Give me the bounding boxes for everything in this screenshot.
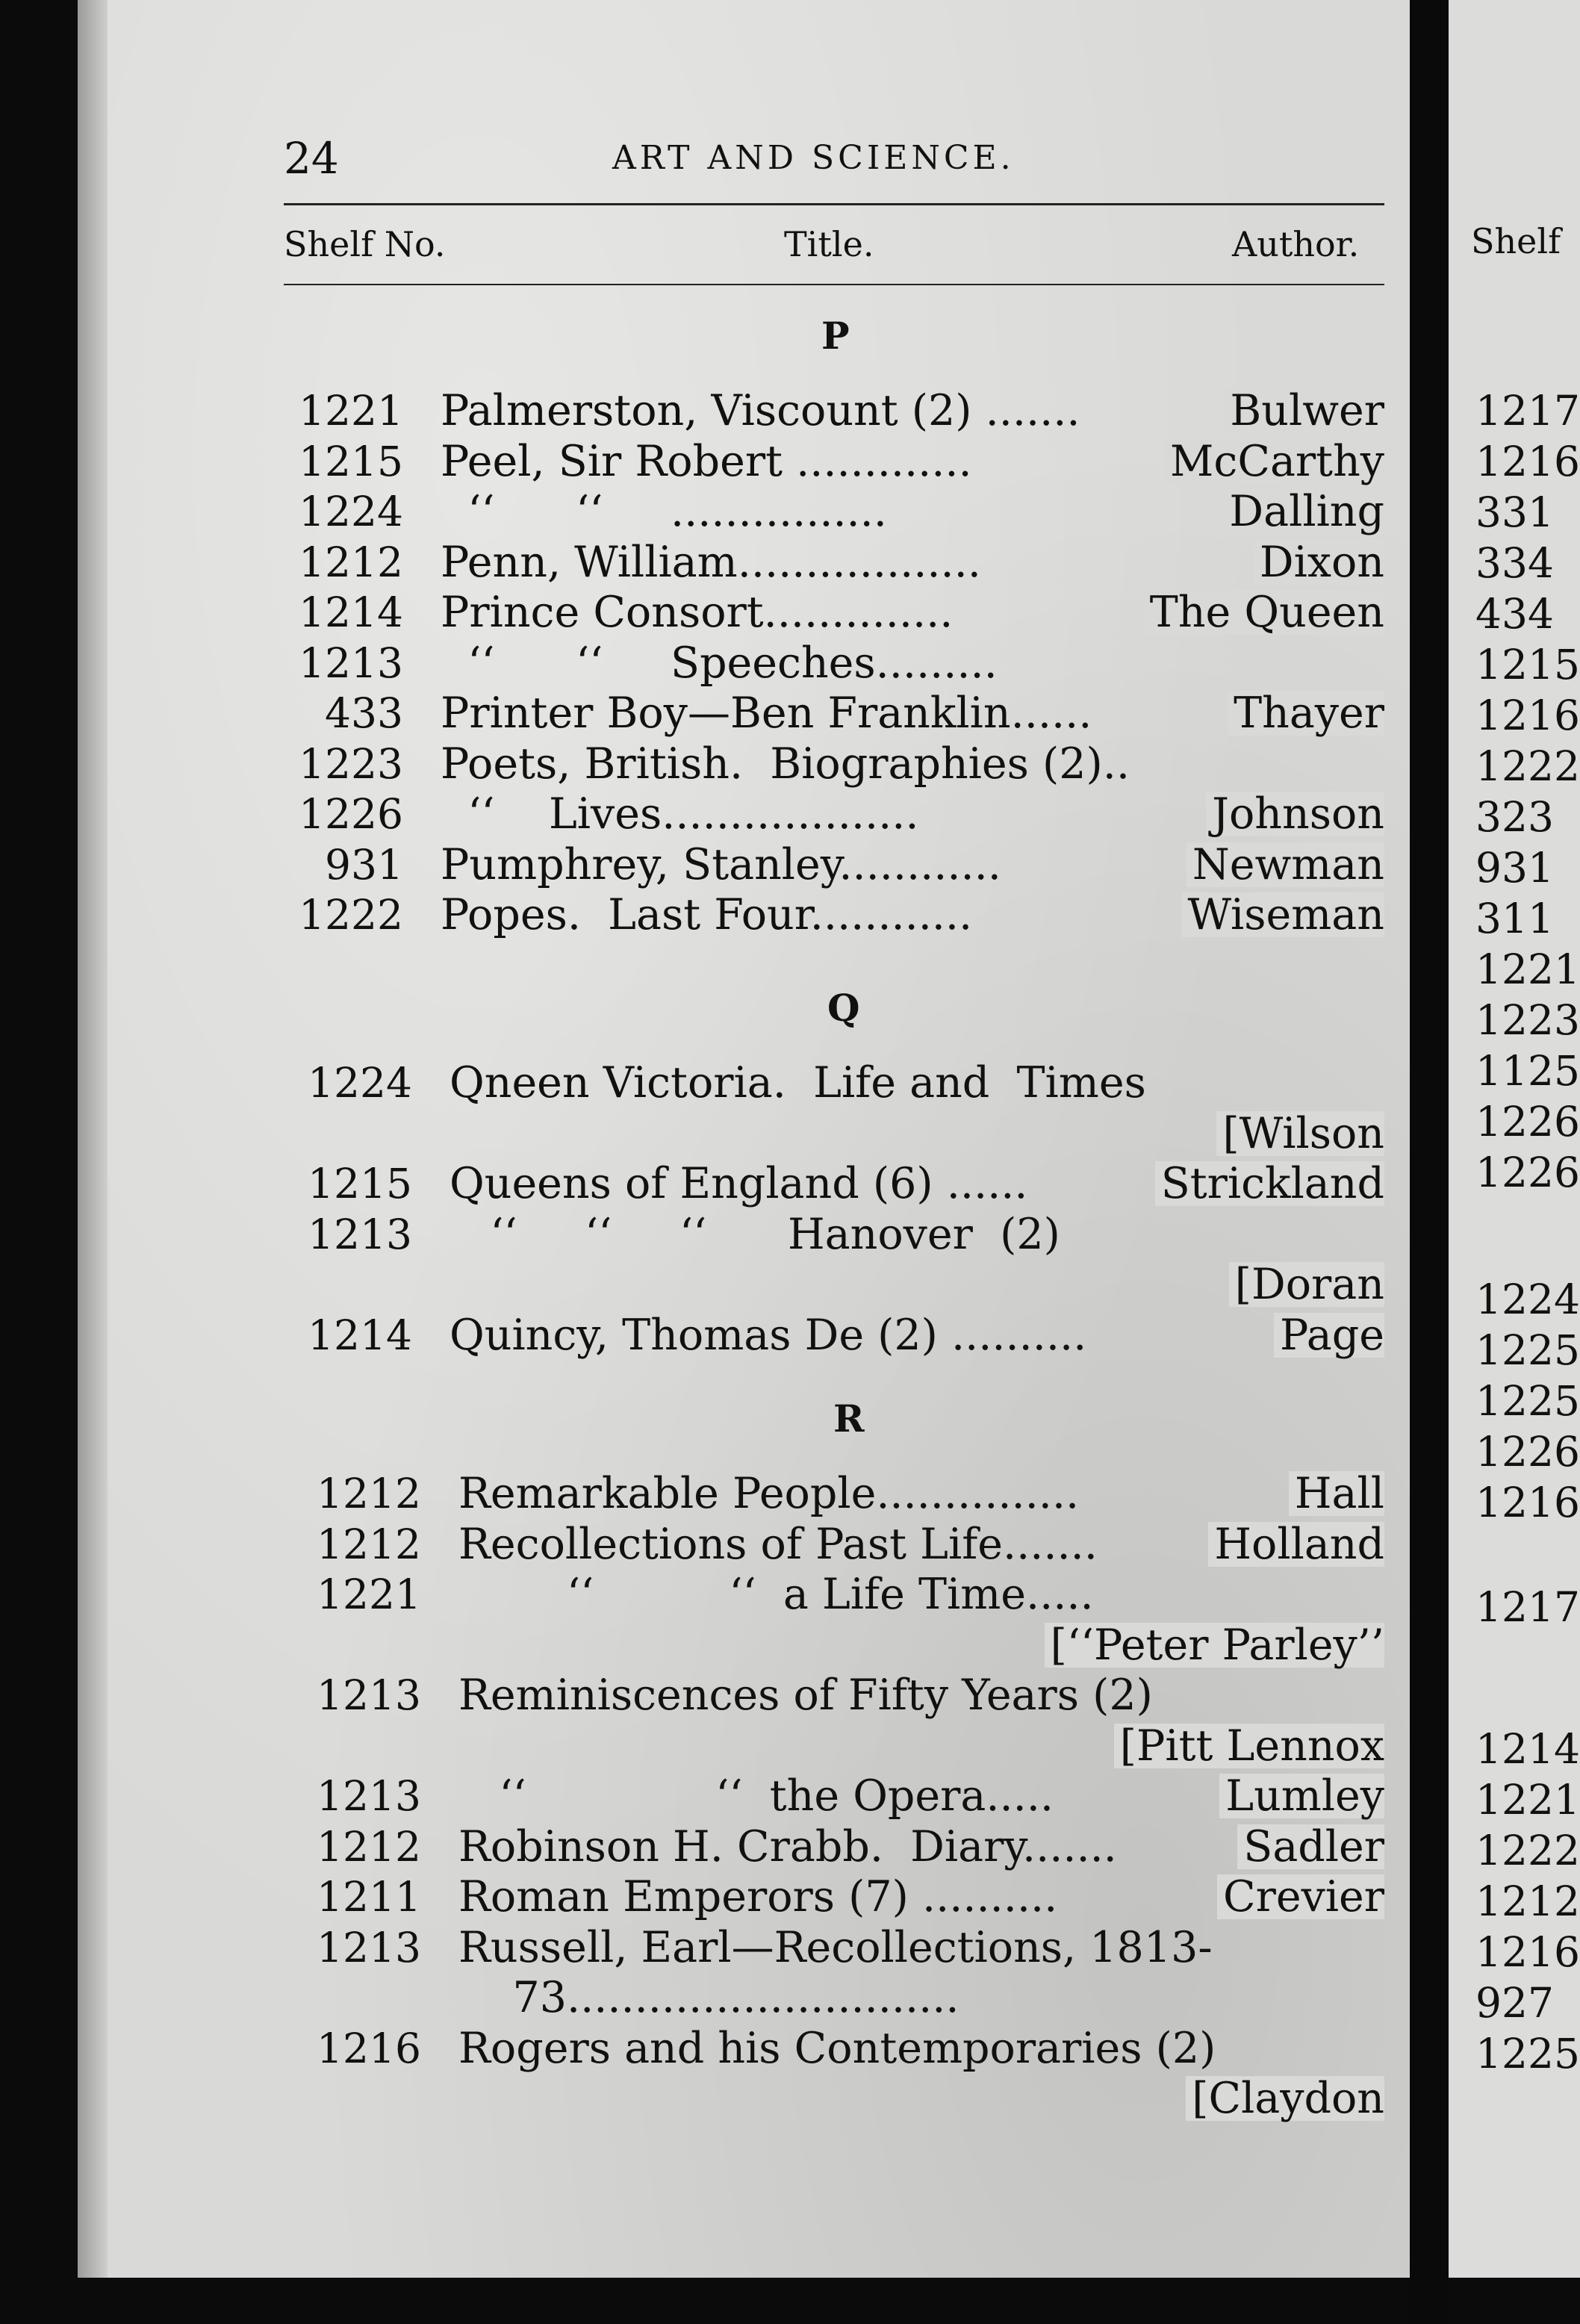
book-title: Popes. Last Four............ — [441, 890, 973, 939]
catalog-entry — [227, 1975, 1384, 2022]
adjacent-page — [1449, 0, 1580, 2278]
adjacent-column-head: Shelf — [1471, 221, 1561, 261]
catalog-entry — [218, 1161, 1384, 1208]
catalog-entry — [227, 1821, 1384, 1871]
book-author: Sadler — [1237, 1824, 1384, 1869]
adjacent-shelf-number: 1221 — [1475, 1776, 1580, 1824]
book-title: Recollections of Past Life....... — [458, 1519, 1098, 1569]
shelf-number: 433 — [325, 689, 403, 737]
adjacent-shelf-number: 1225 — [1475, 1377, 1580, 1425]
shelf-number: 1213 — [308, 1210, 412, 1258]
book-author: The Queen — [1144, 590, 1384, 635]
catalog-entry — [209, 739, 1384, 789]
book-title: Palmerston, Viscount (2) ....... — [441, 386, 1080, 435]
catalog-entry — [227, 1721, 1384, 1771]
adjacent-shelf-number: 1125 — [1475, 1047, 1580, 1095]
col-head-author: Author. — [1232, 224, 1360, 264]
book-title: ‘‘ Lives................... — [441, 789, 919, 839]
adjacent-shelf-number: 1222 — [1475, 1827, 1580, 1874]
book-author: Dalling — [1223, 489, 1384, 534]
shelf-number: 1221 — [299, 387, 403, 435]
adjacent-shelf-number: 434 — [1475, 590, 1554, 638]
catalog-entry — [209, 839, 1384, 889]
book-title: Prince Consort.............. — [441, 588, 954, 637]
page-content — [209, 0, 1392, 2278]
shelf-number: 931 — [325, 840, 403, 889]
book-title: Penn, William.................. — [441, 537, 981, 587]
book-author: [Doran — [1229, 1262, 1384, 1307]
book-author: Bulwer — [1224, 388, 1384, 433]
catalog-entry — [209, 537, 1384, 587]
book-title: ‘‘ ‘‘ the Opera..... — [458, 1771, 1054, 1821]
adjacent-shelf-number: 334 — [1475, 539, 1554, 587]
adjacent-shelf-number: 1222 — [1475, 742, 1580, 790]
adjacent-shelf-number: 1216 — [1475, 1928, 1580, 1976]
book-title: Queens of England (6) ...... — [450, 1159, 1028, 1208]
shelf-number: 1212 — [317, 1822, 421, 1871]
book-title: ‘‘ ‘‘ ‘‘ Hanover (2) — [450, 1209, 1060, 1259]
section-letter: R — [833, 1396, 865, 1441]
shelf-number: 1224 — [299, 488, 403, 535]
catalog-entry — [227, 1519, 1384, 1569]
book-author: Lumley — [1219, 1774, 1384, 1818]
book-author: Crevier — [1217, 1874, 1384, 1919]
book-author: [Pitt Lennox — [1114, 1724, 1384, 1768]
catalog-entry — [227, 1922, 1384, 1972]
catalog-entry — [227, 2023, 1384, 2073]
col-head-shelf: Shelf No. — [284, 224, 446, 264]
adjacent-shelf-number: 311 — [1475, 895, 1554, 942]
book-author: Strickland — [1155, 1161, 1384, 1206]
shelf-number: 1216 — [317, 2024, 421, 2072]
catalog-entry — [227, 1620, 1384, 1670]
book-author: Wiseman — [1181, 892, 1384, 937]
book-author: Johnson — [1206, 792, 1384, 836]
shelf-number: 1221 — [317, 1570, 421, 1618]
book-author: [Claydon — [1186, 2076, 1384, 2121]
adjacent-shelf-number: 1226 — [1475, 1149, 1580, 1196]
book-author: McCarthy — [1164, 439, 1384, 484]
book-title: Russell, Earl—Recollections, 1813- — [458, 1922, 1213, 1972]
shelf-number: 1215 — [299, 437, 403, 485]
col-head-title: Title. — [784, 224, 874, 264]
shelf-number: 1213 — [317, 1923, 421, 1972]
book-title: Robinson H. Crabb. Diary....... — [458, 1821, 1117, 1871]
page-number: 24 — [284, 133, 339, 184]
column-head-rule — [284, 284, 1384, 285]
adjacent-shelf-number: 1214 — [1475, 1725, 1580, 1773]
adjacent-shelf-number: 1226 — [1475, 1428, 1580, 1476]
book-title: Pumphrey, Stanley............ — [441, 839, 1001, 889]
catalog-entry — [218, 1310, 1384, 1360]
book-author: Page — [1274, 1313, 1384, 1358]
book-title: Rogers and his Contemporaries (2) — [458, 2023, 1216, 2073]
book-author: Hall — [1289, 1471, 1384, 1516]
catalog-entry — [209, 892, 1384, 939]
shelf-number: 1213 — [299, 639, 403, 687]
catalog-entry — [227, 1471, 1384, 1517]
shelf-number: 1214 — [299, 588, 403, 636]
adjacent-shelf-number: 1225 — [1475, 1326, 1580, 1374]
shelf-number: 1222 — [299, 891, 403, 939]
book-author: [Wilson — [1216, 1111, 1384, 1156]
shelf-number: 1224 — [308, 1059, 412, 1107]
adjacent-shelf-number: 931 — [1475, 844, 1554, 892]
header-rule — [284, 203, 1384, 205]
adjacent-shelf-number: 1212 — [1475, 1877, 1580, 1925]
catalog-entry — [209, 436, 1384, 486]
catalog-entry — [209, 489, 1384, 535]
adjacent-shelf-number: 1216 — [1475, 1479, 1580, 1526]
book-author: Thayer — [1228, 691, 1384, 736]
book-title: Qneen Victoria. Life and Times — [450, 1058, 1146, 1107]
shelf-number: 1226 — [299, 790, 403, 838]
section-letter: P — [821, 314, 850, 358]
book-gutter — [1410, 0, 1449, 2324]
book-title: Peel, Sir Robert ............. — [441, 436, 972, 486]
adjacent-shelf-number: 1216 — [1475, 692, 1580, 739]
book-author: Newman — [1186, 842, 1384, 887]
shelf-number: 1215 — [308, 1160, 412, 1208]
shelf-number: 1213 — [317, 1772, 421, 1820]
shelf-number: 1212 — [299, 538, 403, 586]
book-title: Reminiscences of Fifty Years (2) — [458, 1671, 1153, 1720]
catalog-entry — [209, 789, 1384, 839]
book-title: Quincy, Thomas De (2) .......... — [450, 1310, 1087, 1360]
adjacent-shelf-number: 1224 — [1475, 1276, 1580, 1323]
adjacent-shelf-number: 1223 — [1475, 996, 1580, 1044]
book-title: Remarkable People............... — [458, 1469, 1080, 1518]
catalog-entry — [227, 1673, 1384, 1719]
adjacent-shelf-number: 1225 — [1475, 2030, 1580, 2078]
adjacent-shelf-number: 1226 — [1475, 1098, 1580, 1146]
catalog-entry — [209, 590, 1384, 636]
adjacent-shelf-number: 1215 — [1475, 641, 1580, 689]
catalog-entry — [209, 638, 1384, 688]
catalog-entry — [218, 1108, 1384, 1158]
adjacent-shelf-number: 331 — [1475, 488, 1554, 536]
book-title: Printer Boy—Ben Franklin...... — [441, 689, 1092, 738]
catalog-entry — [227, 1771, 1384, 1821]
page-binding-shadow — [78, 0, 108, 2278]
catalog-entry — [227, 2076, 1384, 2122]
book-title: ‘‘ ‘‘ Speeches......... — [441, 638, 998, 688]
catalog-entry — [209, 388, 1384, 435]
adjacent-shelf-number: 1221 — [1475, 945, 1580, 993]
section-letter: Q — [827, 986, 860, 1030]
adjacent-shelf-number: 927 — [1475, 1979, 1554, 2027]
book-title: ‘‘ ‘‘ a Life Time..... — [458, 1570, 1094, 1619]
shelf-number: 1213 — [317, 1671, 421, 1719]
shelf-number: 1211 — [317, 1873, 421, 1921]
catalog-entry — [218, 1060, 1384, 1107]
shelf-number: 1214 — [308, 1311, 412, 1359]
adjacent-shelf-number: 323 — [1475, 793, 1554, 841]
catalog-entry — [218, 1209, 1384, 1259]
book-author: Dixon — [1254, 540, 1384, 585]
catalog-entry — [218, 1262, 1384, 1308]
book-title: 73............................. — [458, 1973, 959, 2022]
adjacent-shelf-number: 1216 — [1475, 438, 1580, 485]
book-title: ‘‘ ‘‘ ................ — [441, 487, 887, 536]
shelf-number: 1223 — [299, 739, 403, 788]
running-title: ART AND SCIENCE. — [612, 139, 1015, 177]
book-author: Holland — [1208, 1522, 1384, 1567]
catalog-entry — [209, 691, 1384, 737]
adjacent-shelf-number: 1217 — [1475, 387, 1580, 435]
shelf-number: 1212 — [317, 1520, 421, 1568]
catalog-entry — [227, 1572, 1384, 1618]
book-title: Poets, British. Biographies (2).. — [441, 739, 1130, 789]
shelf-number: 1212 — [317, 1470, 421, 1517]
catalog-entry — [227, 1874, 1384, 1921]
book-title: Roman Emperors (7) .......... — [458, 1872, 1058, 1921]
book-author: [‘‘Peter Parley’’ — [1045, 1623, 1384, 1668]
adjacent-shelf-number: 1217 — [1475, 1583, 1580, 1631]
